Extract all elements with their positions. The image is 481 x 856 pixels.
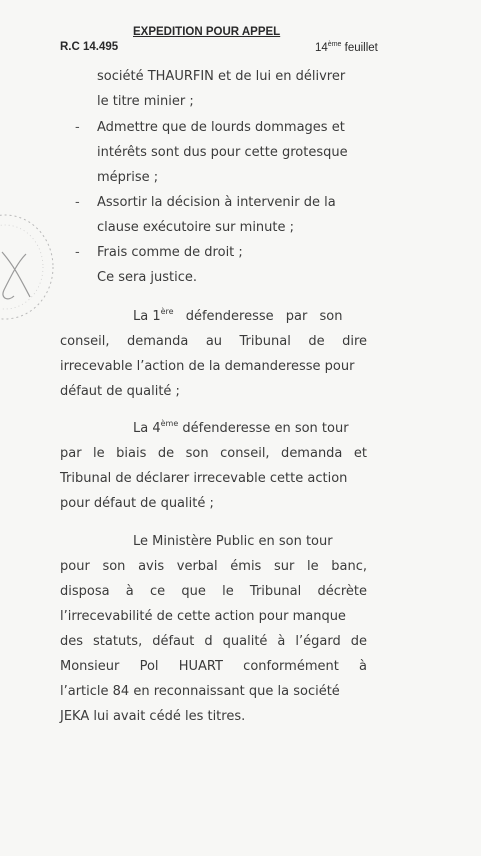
list-line: méprise ;: [97, 170, 159, 185]
closing-line: Ce sera justice.: [97, 270, 198, 285]
list-line: le titre minier ;: [97, 94, 194, 109]
sheet-number: [315, 41, 378, 54]
text-fragment: La 1: [133, 309, 161, 324]
paragraph-line: Tribunal de déclarer irrecevable cette action: [60, 471, 348, 486]
paragraph-line: Le Ministère Public en son tour: [133, 534, 333, 549]
list-line: intérêts sont dus pour cette grotesque: [97, 145, 348, 160]
ordinal-suffix: ère: [160, 307, 174, 316]
sheet-num: 14: [315, 42, 328, 54]
paragraph-line: JEKA lui avait cédé les titres.: [60, 709, 246, 724]
paragraph-line: des statuts, défaut d qualité à l’égard de: [60, 634, 367, 649]
paragraph-line: disposa à ce que le Tribunal décrète: [60, 584, 367, 599]
text-fragment: défenderesse par son: [173, 309, 343, 324]
paragraph-line: l’irrecevabilité de cette action pour manque: [60, 609, 346, 624]
list-line: Admettre que de lourds dommages et: [97, 120, 345, 135]
paragraph-line: Monsieur Pol HUART conformément à: [60, 659, 367, 674]
sheet-num-suffix: ème: [327, 41, 342, 48]
seal-stamp-icon: [0, 212, 60, 322]
bullet-dash: -: [75, 195, 80, 210]
paragraph-line: conseil, demanda au Tribunal de dire: [60, 334, 367, 349]
text-fragment: défenderesse en son tour: [178, 421, 349, 436]
paragraph-line: irrecevable l’action de la demanderesse pour: [60, 359, 355, 374]
text-fragment: La 4: [133, 421, 161, 436]
paragraph-line: défaut de qualité ;: [60, 384, 180, 399]
case-number: R.C 14.495: [60, 41, 119, 53]
list-line: Assortir la décision à intervenir de la: [97, 195, 336, 210]
header-title: EXPEDITION POUR APPEL: [133, 26, 281, 38]
bullet-dash: -: [75, 120, 80, 135]
paragraph-line: [133, 421, 349, 437]
paragraph-line: l’article 84 en reconnaissant que la société: [60, 684, 340, 699]
paragraph-line: par le biais de son conseil, demanda et: [60, 446, 367, 461]
paragraph-line: pour défaut de qualité ;: [60, 496, 214, 511]
paragraph-line: pour son avis verbal émis sur le banc,: [60, 559, 367, 574]
sheet-label: feuillet: [344, 42, 378, 54]
list-line: Frais comme de droit ;: [97, 245, 243, 260]
list-line: société THAURFIN et de lui en délivrer: [97, 69, 346, 84]
ordinal-suffix: ème: [160, 419, 179, 428]
list-line: clause exécutoire sur minute ;: [97, 220, 295, 235]
paragraph-line: [133, 309, 367, 325]
bullet-dash: -: [75, 245, 80, 260]
